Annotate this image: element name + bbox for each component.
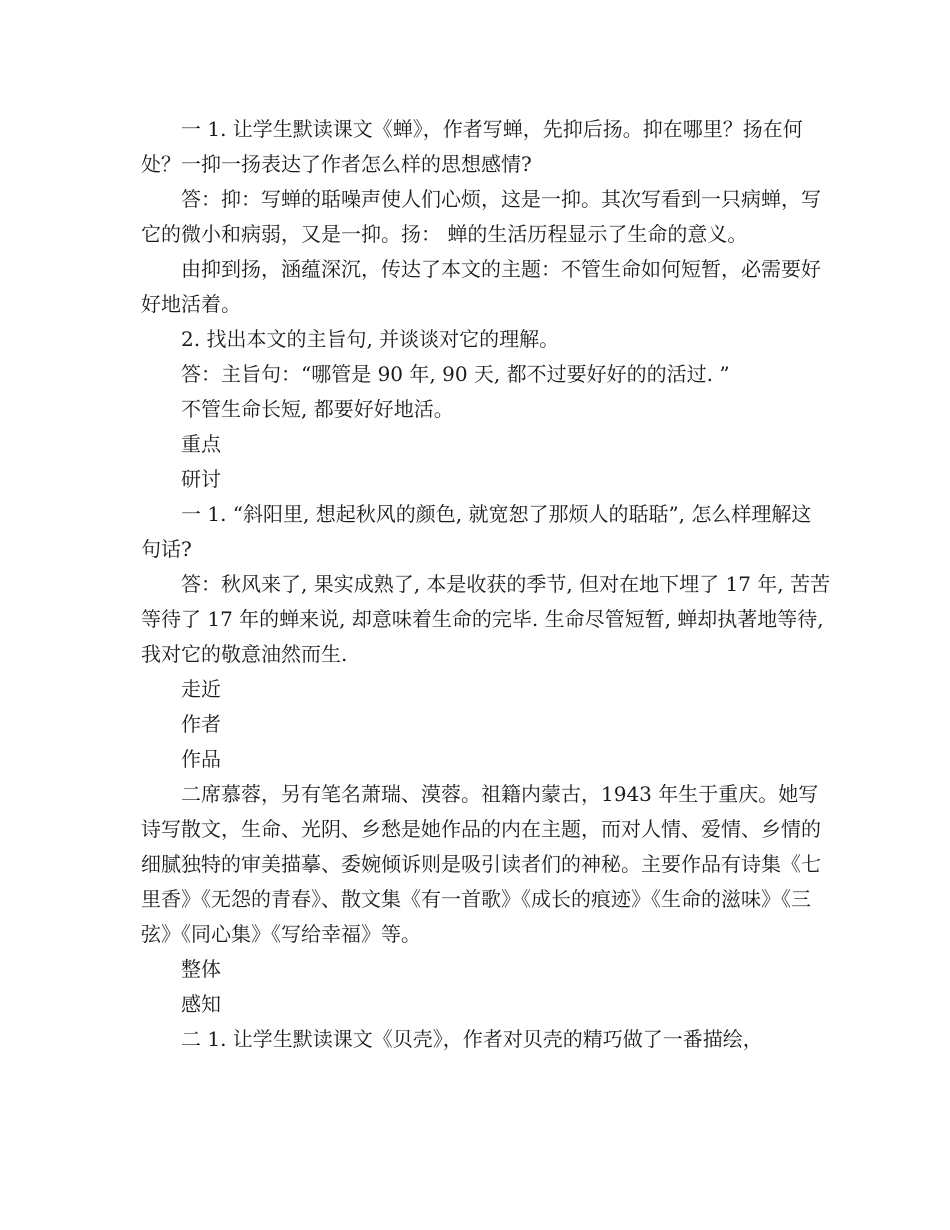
document-body bbox=[141, 112, 831, 1057]
paragraph-answer-2: 答：主旨句：“哪管是 90 年, 90 天, 都不过要好好的的活过. ” bbox=[181, 362, 730, 386]
section-heading-whole: 整体 bbox=[181, 957, 221, 981]
section-heading-discuss: 研讨 bbox=[181, 467, 221, 491]
paragraph-discussion-answer: 答：秋风来了, 果实成熟了, 本是收获的季节, 但对在地下埋了 17 年, 苦苦等待了 17 年的蝉来说, 却意味着生命的完毕. 生命尽管短暂, 蝉却执著地等待, 我对它的敬意油然而生. bbox=[141, 572, 831, 666]
section-heading-perceive: 感知 bbox=[181, 992, 221, 1016]
section-heading-works: 作品 bbox=[181, 747, 221, 771]
paragraph-answer-1: 答：抑：写蝉的聒噪声使人们心烦，这是一抑。其次写看到一只病蝉，写它的微小和病弱，又是一抑。扬： 蝉的生活历程显示了生命的意义。 bbox=[141, 187, 821, 246]
paragraph-answer-2-explain: 不管生命长短, 都要好好地活。 bbox=[181, 397, 454, 421]
paragraph-cicada-question-1: 一 1. 让学生默读课文《蝉》，作者写蝉，先抑后扬。抑在哪里？扬在何处？一抑一扬表达了作者怎么样的思想感情? bbox=[141, 117, 803, 176]
paragraph-author-bio: 二席慕蓉，另有笔名萧瑞、漠蓉。祖籍内蒙古，1943 年生于重庆。她写诗写散文，生命、光阴、乡愁是她作品的内在主题，而对人情、爱情、乡情的细腻独特的审美描摹、委婉倾诉则是吸引读者们的神秘。主要作品有诗集《七里香》《无怨的青春》、散文集《有一首歌》《成长的痕迹》《生命的滋味》《三弦》《同心集》《写给幸福》等。 bbox=[141, 782, 821, 946]
section-heading-key: 重点 bbox=[181, 432, 221, 456]
paragraph-discussion-question: 一 1. “斜阳里, 想起秋风的颜色, 就宽恕了那烦人的聒聒”, 怎么样理解这句话? bbox=[141, 502, 812, 561]
paragraph-shell-question: 二 1. 让学生默读课文《贝壳》，作者对贝壳的精巧做了一番描绘， bbox=[181, 1027, 763, 1051]
section-heading-author: 作者 bbox=[181, 712, 221, 736]
paragraph-question-2: 2. 找出本文的主旨句, 并谈谈对它的理解。 bbox=[181, 327, 560, 351]
section-heading-approach: 走近 bbox=[181, 677, 221, 701]
paragraph-theme: 由抑到扬，涵蕴深沉，传达了本文的主题：不管生命如何短暂，必需要好好地活着。 bbox=[141, 257, 821, 316]
